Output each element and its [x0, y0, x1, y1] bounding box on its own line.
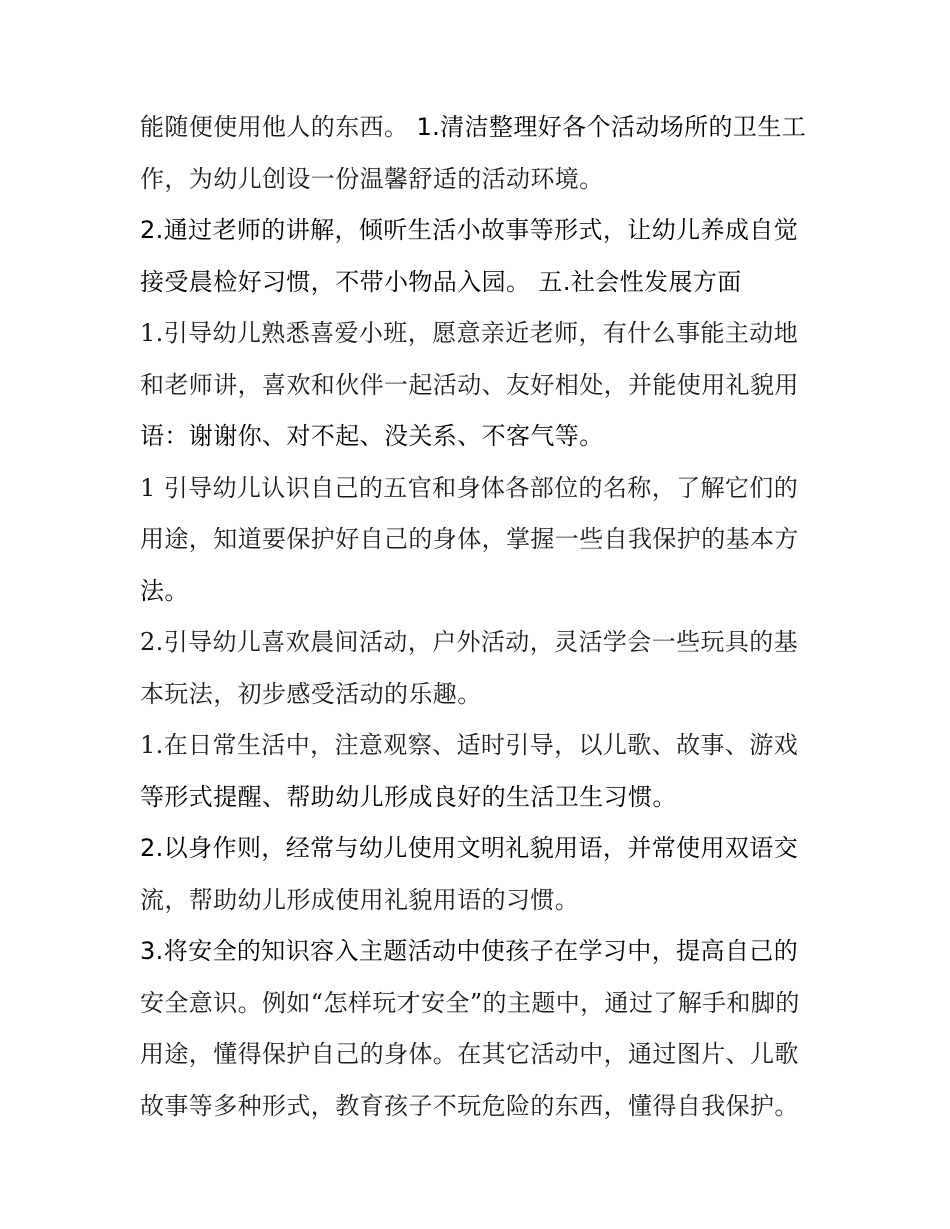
- text-segment: 1.清洁整理好各个活动场所的卫生工: [416, 113, 807, 141]
- text-line-4: [140, 257, 820, 309]
- text-segment: 3.将安全的知识容入主题活动中使孩子在学习中，提高自己的: [140, 937, 799, 965]
- text-segment: 语：谢谢你、对不起、没关系、不客气等。: [140, 422, 604, 450]
- text-segment: 2.通过老师的讲解，倾听生活小故事等形式，让幼儿养成自觉: [140, 216, 799, 244]
- text-line-18: [140, 978, 820, 1030]
- text-segment: 2.以身作则，经常与幼儿使用文明礼貌用语，并常使用双语交: [140, 834, 799, 862]
- text-line-9: [140, 514, 820, 566]
- text-segment: 接受晨检好习惯，不带小物品入园。 五.社会性发展方面: [140, 267, 742, 296]
- text-line-2: [140, 154, 820, 206]
- text-segment: 和老师讲，喜欢和伙伴一起活动、友好相处，并能使用礼貌用: [140, 370, 799, 399]
- text-segment: 安全意识。例如“怎样玩才安全”的主题中，通过了解手和脚的: [140, 988, 800, 1017]
- text-line-13: [140, 720, 820, 772]
- document-body: [140, 102, 820, 1132]
- text-line-11: [140, 617, 820, 669]
- text-line-20: [140, 1081, 820, 1133]
- text-segment: 能随便使用他人的东西。: [140, 113, 417, 141]
- text-segment: 用途，懂得保护自己的身体。在其它活动中，通过图片、儿歌: [140, 1040, 799, 1068]
- text-segment: 2.引导幼儿喜欢晨间活动，户外活动，灵活学会一些玩具的基: [140, 628, 799, 656]
- text-segment: 1 引导幼儿认识自己的五官和身体各部位的名称，了解它们的: [140, 473, 799, 502]
- text-line-8: [140, 463, 820, 515]
- text-line-19: [140, 1029, 820, 1081]
- text-segment: 1.引导幼儿熟悉喜爱小班，愿意亲近老师，有什么事能主动地: [140, 319, 799, 347]
- text-line-3: [140, 205, 820, 257]
- text-segment: 流，帮助幼儿形成使用礼貌用语的习惯。: [140, 885, 580, 914]
- text-line-14: [140, 772, 820, 824]
- text-line-16: [140, 875, 820, 927]
- text-segment: 等形式提醒、帮助幼儿形成良好的生活卫生习惯。: [140, 782, 677, 811]
- text-line-12: [140, 669, 820, 721]
- text-line-1: [140, 102, 820, 154]
- text-line-15: [140, 823, 820, 875]
- text-line-5: [140, 308, 820, 360]
- text-line-17: [140, 926, 820, 978]
- text-segment: 1.在日常生活中，注意观察、适时引导，以儿歌、故事、游戏: [140, 731, 799, 759]
- text-segment: 故事等多种形式，教育孩子不玩危险的东西，懂得自我保护。: [140, 1091, 799, 1120]
- text-line-10: [140, 566, 820, 618]
- text-segment: 作，为幼儿创设一份温馨舒适的活动环境。: [140, 164, 604, 193]
- text-segment: 法。: [140, 576, 189, 605]
- text-segment: 本玩法，初步感受活动的乐趣。: [140, 679, 482, 708]
- text-line-6: [140, 360, 820, 412]
- text-segment: 用途，知道要保护好自己的身体，掌握一些自我保护的基本方: [140, 525, 799, 553]
- text-line-7: [140, 411, 820, 463]
